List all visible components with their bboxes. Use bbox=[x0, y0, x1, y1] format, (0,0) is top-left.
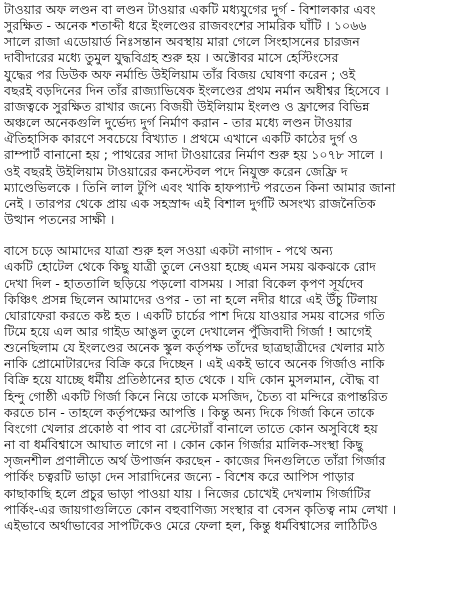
text-line: রাম্পার্ট বানানো হয় ; পাথরের সাদা টাওয়ারের নির্মাণ শুরু হয় ১০৭৮ সালে । bbox=[4, 147, 383, 163]
text-line: সৃজনশীল প্রণালীতে অর্থ উপার্জন করছেন - কাজের দিনগুলিতে তাঁরা গির্জার bbox=[4, 453, 386, 469]
text-line: টাওয়ার অফ লণ্ডন বা লণ্ডন টাওয়ার একটি মধ্যযুগের দুর্গ - বিশালকার এবং bbox=[4, 2, 376, 17]
text-line: টিমে হয়ে এল আর গাইড আঙুল তুলে দেখালেন পুঁজিবাদী গির্জা ! আগেই bbox=[4, 323, 372, 339]
text-line: বিক্রি হয়ে যাচ্ছে ধর্মীয় প্রতিষ্ঠানের হাত থেকে । যদি কোন মুসলমান, বৌদ্ধ বা bbox=[4, 372, 380, 388]
text-line: দেখা দিল - হাততালি ছড়িয়ে পড়লো বাসময় । সারা বিকেল কৃপণ সূর্যদেব bbox=[4, 275, 364, 291]
text-line: বিংগো খেলার প্রকোষ্ঠ বা পাব বা রেস্টোরাঁ বানালে তাতে কোন অসুবিধে হয় bbox=[4, 420, 378, 436]
paragraph-bus-journey bbox=[4, 243, 453, 534]
text-line: সালে রাজা এডোয়ার্ড নিঃসন্তান অবস্থায় মারা গেলে সিংহাসনের চারজন bbox=[4, 34, 360, 50]
text-line: শুনেছিলাম যে ইংলণ্ডের অনেক স্কুল কর্তৃপক্ষ তাঁদের ছাত্রছাত্রীদের খেলার মাঠ bbox=[4, 340, 385, 356]
text-line: সুরক্ষিত - অনেক শতাব্দী ধরে ইংলণ্ডের রাজবংশের সামরিক ঘাঁটি । ১০৬৬ bbox=[4, 18, 367, 34]
text-line: ঘোরাফেরা করতে কষ্ট হত । একটি চার্চের পাশ দিয়ে যাওয়ার সময় বাসের গতি bbox=[4, 307, 385, 323]
paragraph-tower-of-london bbox=[4, 2, 453, 228]
text-line: একটি হোটেল থেকে কিছু যাত্রী তুলে নেওয়া হচ্ছে এমন সময় ঝকঝকে রোদ bbox=[4, 259, 376, 275]
text-line: নেই । তারপর থেকে প্রায় এক সহস্রাব্দ এই বিশাল দুর্গটি অসংখ্য রাজনৈতিক bbox=[4, 195, 376, 211]
text-line: করতে চান - তাহলে কর্তৃপক্ষের আপত্তি । কিন্তু অন্য দিকে গির্জা কিনে তাকে bbox=[4, 404, 375, 420]
text-line: পার্কিং চত্বরটি ভাড়া দেন সারাদিনের জন্যে - বিশেষ করে আপিস পাড়ার bbox=[4, 469, 355, 485]
text-line: হিন্দু গোষ্ঠী একটি গির্জা কিনে নিয়ে তাকে মসজিদ, চৈত্য বা মন্দিরে রূপান্তরিত bbox=[4, 388, 388, 404]
text-line: পার্কিং-এর জায়গাগুলিতে কোন বহুবাণিজ্য সংস্থার বা বেসন কৃতিত্ব নাম লেখা । bbox=[4, 501, 397, 517]
text-line: ওই বছরই উইলিয়াম টাওয়ারের কনস্টেবল পদে নিযুক্ত করেন জেফ্রি দ bbox=[4, 163, 348, 179]
text-line: অঞ্চলে অনেকগুলি দুর্ভেদ্য দুর্গ নির্মাণ করান - তার মধ্যে লণ্ডন টাওয়ার bbox=[4, 115, 353, 131]
text-line: যুদ্ধের পর ডিউক অফ নর্মান্ডি উইলিয়াম তাঁর বিজয় ঘোষণা করেন ; ওই bbox=[4, 66, 356, 82]
text-line: বছরই বড়দিনের দিন তাঁর রাজ্যাভিষেক ইংলণ্ডের প্রথম নর্মান অধীশ্বর হিসেবে । bbox=[4, 82, 389, 98]
text-line: ম্যাণ্ডেভিলকে । তিনি লাল টুপি এবং খাকি হাফপ্যান্ট পরতেন কিনা আমার জানা bbox=[4, 179, 396, 195]
text-line: রাজত্বকে সুরক্ষিত রাখার জন্যে বিজয়ী উইলিয়াম ইংলণ্ড ও ফ্রান্সের বিভিন্ন bbox=[4, 98, 370, 114]
text-line: ঐতিহাসিক কারণে সবচেয়ে বিখ্যাত । প্রথমে এখানে একটি কাঠের দুর্গ ও bbox=[4, 131, 358, 147]
text-line: কিঞ্চিৎ প্রসন্ন ছিলেন আমাদের ওপর - তা না হলে নদীর ধারে এই উঁচু টিলায় bbox=[4, 291, 378, 307]
text-line: কাছাকাছি হলে প্রচুর ভাড়া পাওয়া যায় । নিজের চোখেই দেখলাম গির্জাটির bbox=[4, 485, 371, 501]
paragraph-spacer bbox=[4, 228, 453, 243]
text-line: উত্থান পতনের সাক্ষী । bbox=[4, 212, 115, 228]
text-line: দাবীদারের মধ্যে তুমুল যুদ্ধবিগ্রহ শুরু হয় । অক্টোবর মাসে হেস্টিংসের bbox=[4, 50, 339, 66]
text-line: বাসে চড়ে আমাদের যাত্রা শুরু হল সওয়া একটা নাগাদ - পথে অন্য bbox=[4, 243, 333, 259]
text-line: না বা ধর্মবিশ্বাসে আঘাত লাগে না । কোন কোন গির্জার মালিক-সংস্থা কিছু bbox=[4, 437, 363, 453]
text-line: এইভাবে অর্থাভাবের সাপটিকেও মেরে ফেলা হল, কিন্তু ধর্মবিশ্বাসের লাঠিটিও bbox=[4, 517, 378, 533]
text-line: নাকি প্রোমোটারদের বিক্রি করে দিচ্ছেন । এই একই ভাবে অনেক গির্জাও নাকি bbox=[4, 356, 385, 372]
